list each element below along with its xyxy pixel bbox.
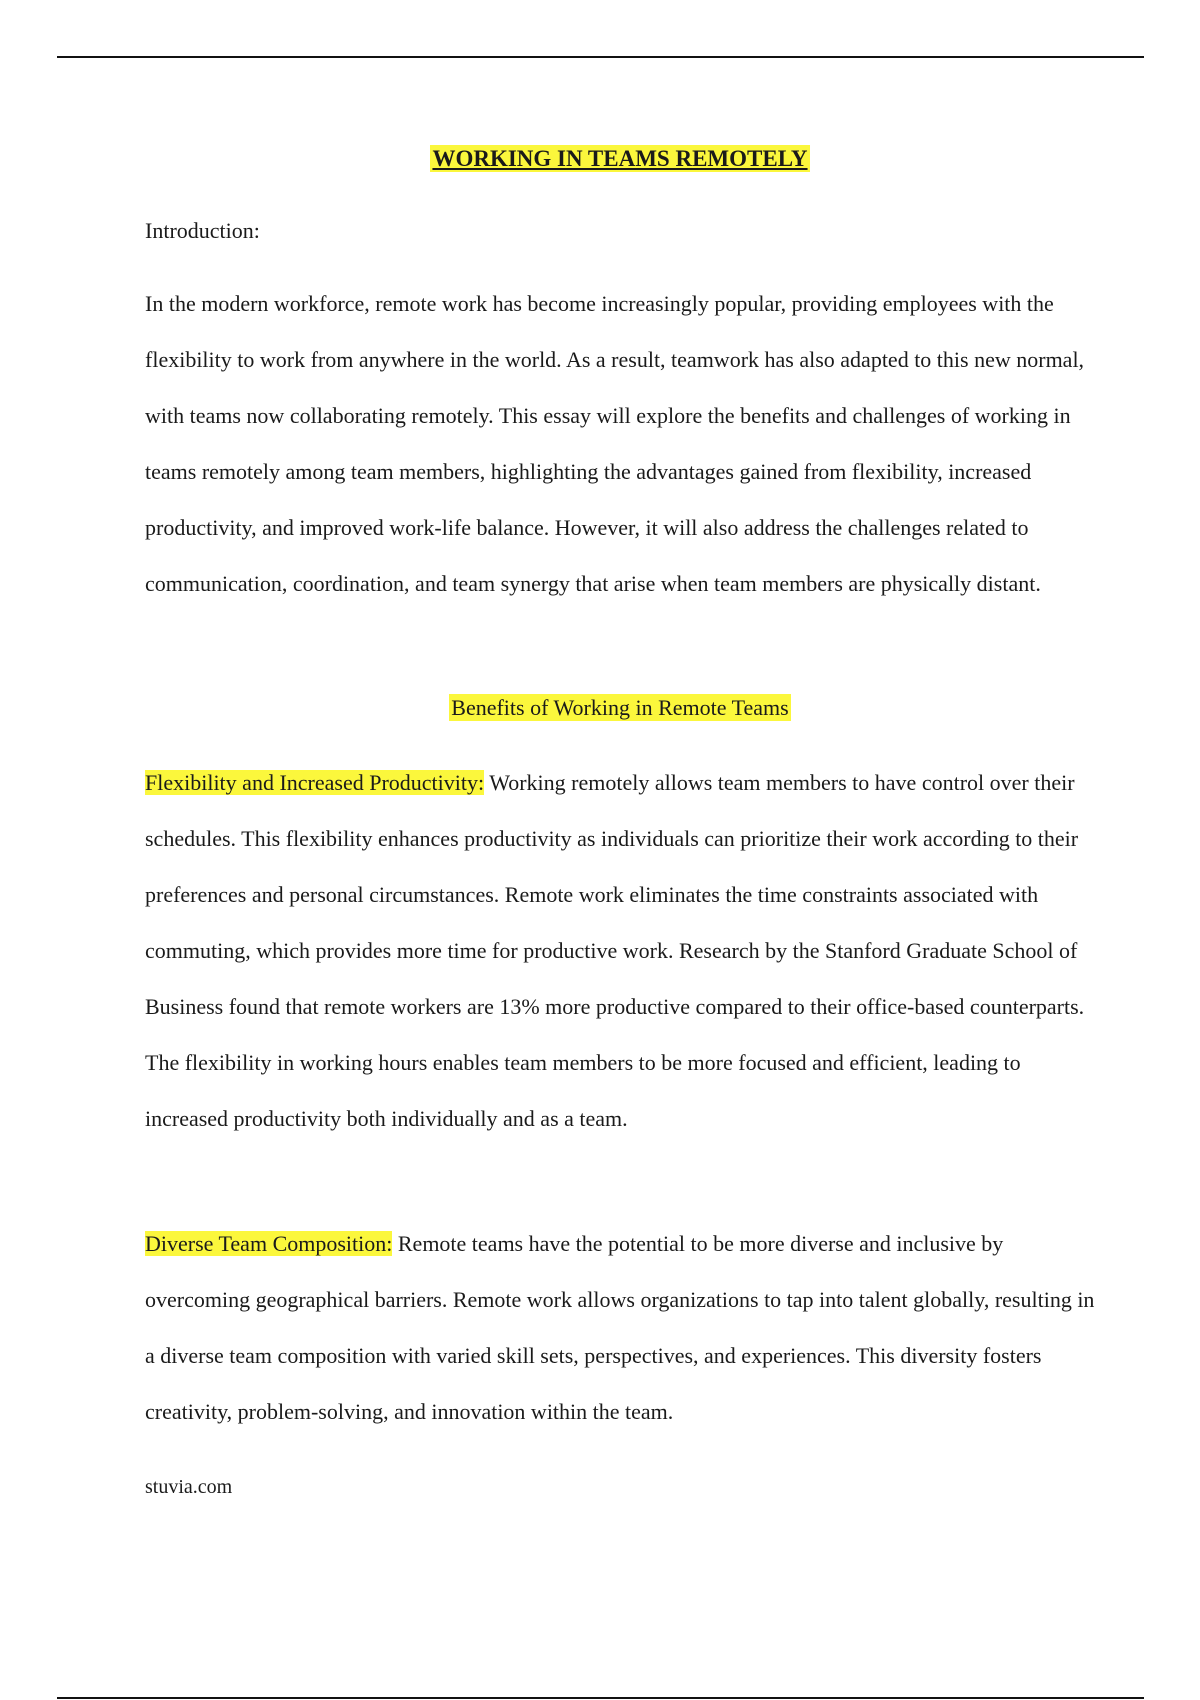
benefit-heading-diversity: Diverse Team Composition: (145, 1231, 393, 1256)
top-rule (57, 56, 1144, 58)
benefit-paragraph-diversity (145, 1216, 1095, 1440)
section-heading (145, 693, 1095, 723)
benefit-heading-flexibility: Flexibility and Increased Productivity: (145, 770, 485, 795)
introduction-paragraph: In the modern workforce, remote work has become increasingly popular, providing employees with the flexibility to work from anywhere in the world. As a result, teamwork has also adapted to this new normal, with teams now collaborating remotely. This essay will explore the benefits and challenges of working in teams remotely among team members, highlighting the advantages gained from flexibility, increased productivity, and improved work-life balance. However, it will also address the challenges related to communication, coordination, and team synergy that arise when team members are physically distant. (145, 291, 1085, 596)
document-title (145, 143, 1095, 175)
document-title-text: WORKING IN TEAMS REMOTELY (432, 146, 808, 171)
section-heading-text: Benefits of Working in Remote Teams (451, 695, 789, 720)
footer-source: stuvia.com (145, 1476, 233, 1498)
introduction-label: Introduction: (145, 218, 260, 243)
benefit-text-diversity: Remote teams have the potential to be more diverse and inclusive by overcoming geographical barriers. Remote work allows organizations to tap into talent globally, resulting in a diverse team composition with varied skill sets, perspectives, and experiences. This diversity fosters creativity, problem-solving, and innovation within the team. (145, 1231, 1095, 1424)
bottom-rule (57, 1697, 1144, 1699)
benefit-text-flexibility: Working remotely allows team members to have control over their schedules. This flexibility enhances productivity as individuals can prioritize their work according to their preferences and personal circumstances. Remote work eliminates the time constraints associated with commuting, which provides more time for productive work. Research by the Stanford Graduate School of Business found that remote workers are 13% more productive compared to their office-based counterparts. The flexibility in working hours enables team members to be more focused and efficient, leading to increased productivity both individually and as a team. (145, 770, 1085, 1131)
benefit-paragraph-flexibility (145, 755, 1095, 1147)
